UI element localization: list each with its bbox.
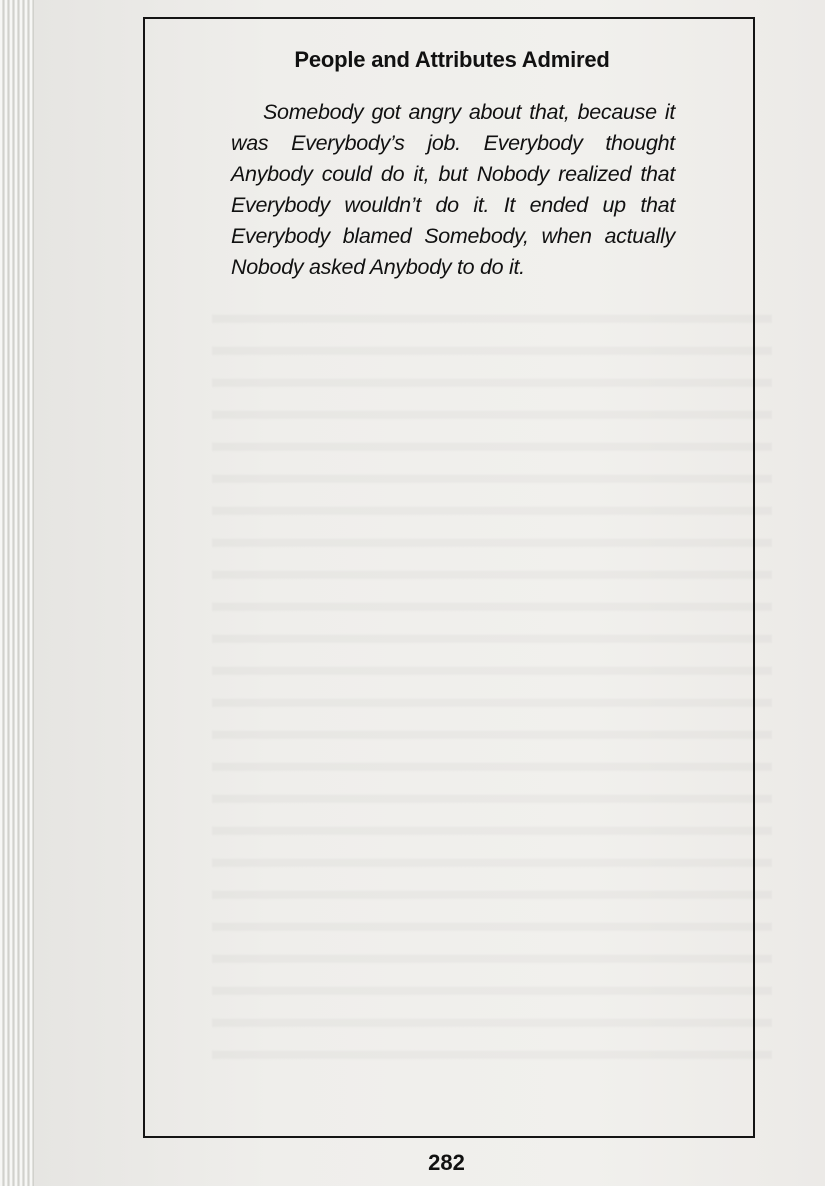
- content-frame: [143, 17, 755, 1138]
- quoted-passage: Somebody got angry about that, because it was Everybody’s job. Everybody thought Anybody could do it, but Nobody realized that Everybody wouldn’t do it. It ended up that Everybody blamed Somebody, when actually Nobody asked Anybody to do it.: [231, 100, 675, 279]
- page-number: 282: [428, 1150, 465, 1175]
- section-heading: People and Attributes Admired: [294, 47, 610, 72]
- book-page-edges: [0, 0, 34, 1186]
